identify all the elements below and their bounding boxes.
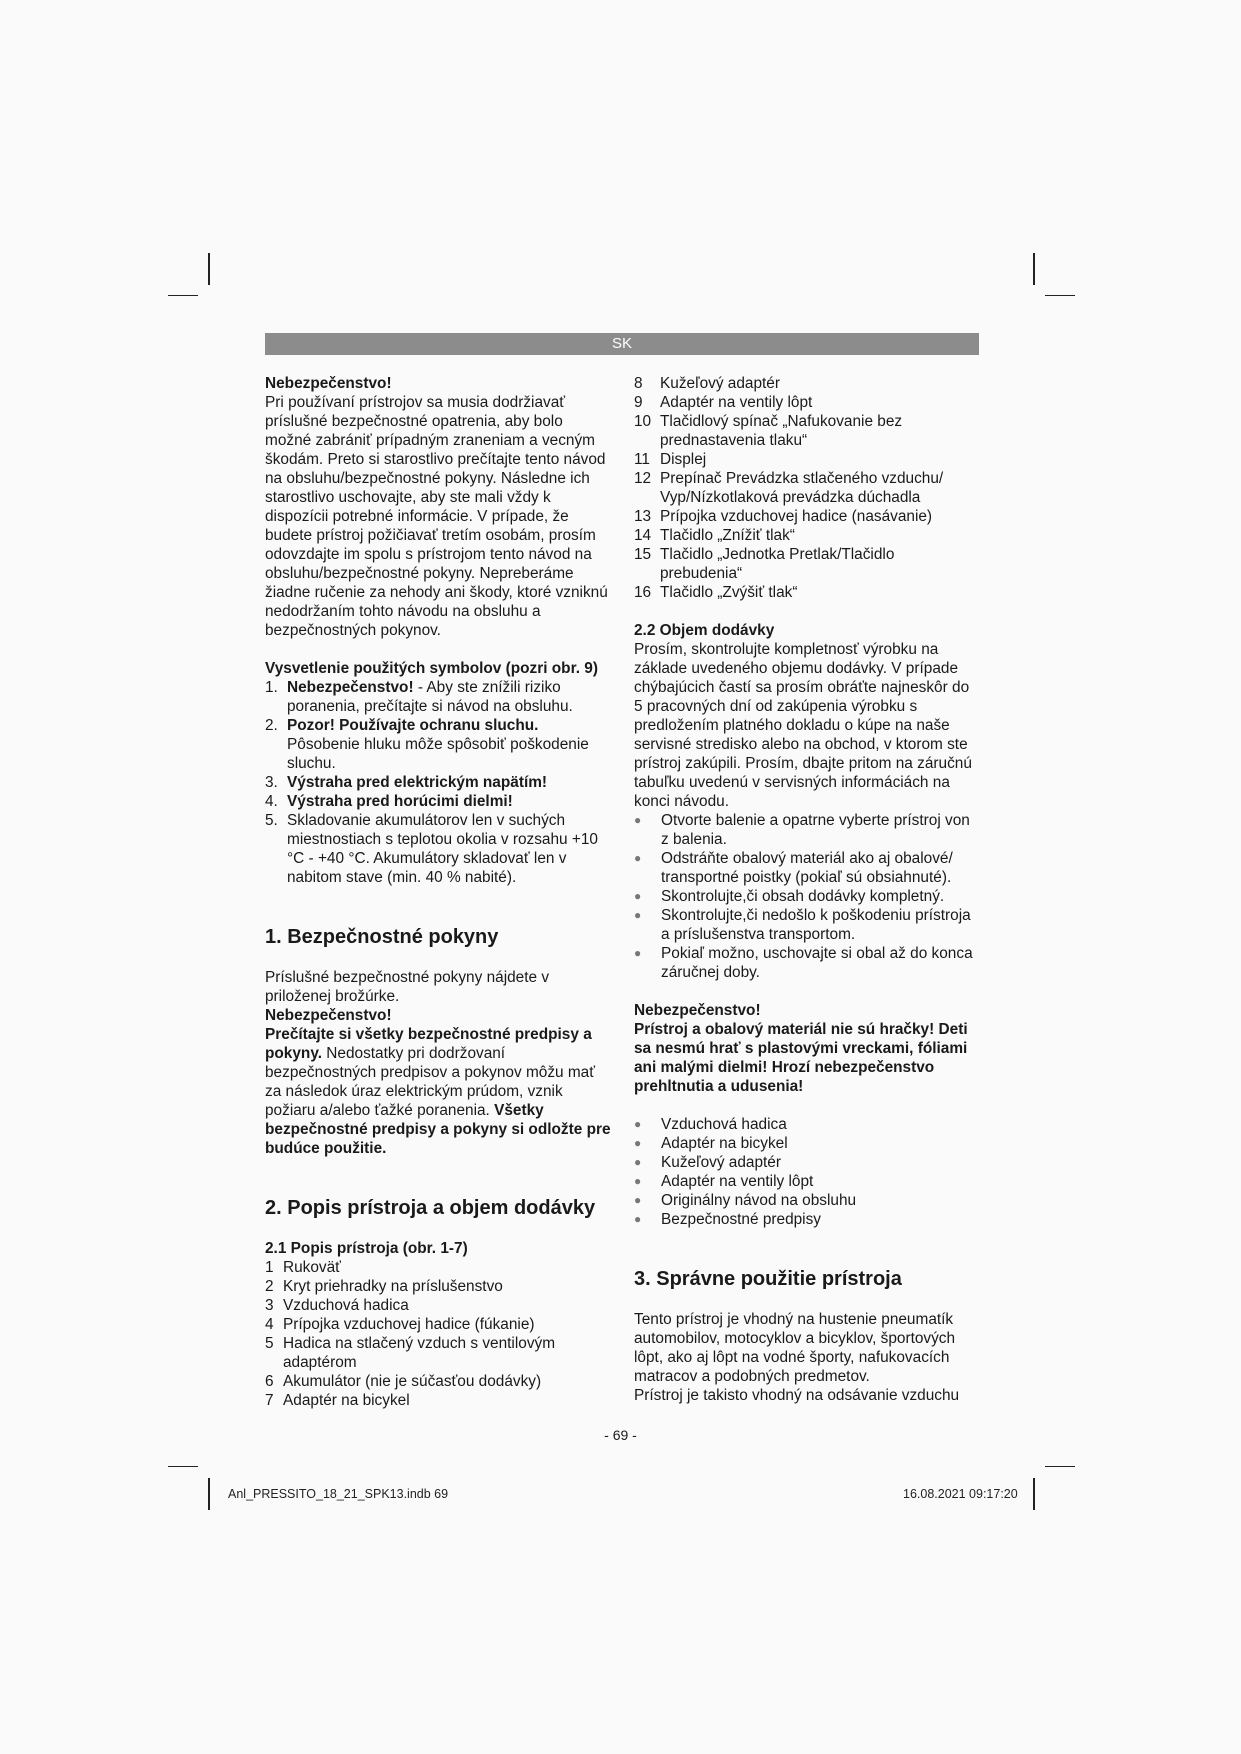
part-label: Tlačidlový spínač „Nafukovanie bez prednastavenia tlaku“ <box>660 413 903 449</box>
crop-mark <box>1045 295 1075 296</box>
symbol-text: Skladovanie akumulátorov len v suchých miestnostiach s teplotou okolia v rozsahu +10 °C - +40 °C. Akumulátory skladovať len v nabitom stave (min. 40 % nabité). <box>287 812 598 886</box>
check-bullet-list <box>634 811 979 982</box>
symbol-body <box>287 678 613 716</box>
part-item <box>634 507 979 526</box>
part-number: 6 <box>265 1373 274 1390</box>
part-number: 3 <box>265 1297 274 1314</box>
bullet-item <box>634 1115 979 1134</box>
symbol-text: - Aby ste znížili riziko poranenia, prečítajte si návod na obsluhu. <box>287 679 573 715</box>
symbol-bold: Výstraha pred elektrickým napätím! <box>287 774 548 791</box>
crop-mark <box>1033 253 1035 285</box>
symbols-title: Vysvetlenie použitých symbolov (pozri obr. 9) <box>265 660 598 677</box>
part-item <box>265 1334 613 1372</box>
symbol-text: Pôsobenie hluku môže spôsobiť poškodenie sluchu. <box>287 736 589 772</box>
symbol-number: 2. <box>265 717 278 734</box>
bullet-text: Vzduchová hadica <box>661 1116 787 1133</box>
parts-list-left <box>265 1258 613 1410</box>
symbol-number: 3. <box>265 774 278 791</box>
part-label: Prepínač Prevádzka stlačeného vzduchu/ Vyp/Nízkotlaková prevádzka dúchadla <box>660 470 944 506</box>
bullet-text: Odstráňte obalový materiál ako aj obalové/ transportné poistky (pokiaľ sú obsiahnuté). <box>661 850 953 886</box>
bullet-text: Skontrolujte,či obsah dodávky kompletný. <box>661 888 945 905</box>
part-item <box>634 526 979 545</box>
symbol-bold: Nebezpečenstvo! <box>287 679 414 696</box>
bullet-item <box>634 1172 979 1191</box>
symbol-number: 4. <box>265 793 278 810</box>
part-number: 2 <box>265 1278 274 1295</box>
danger-2-title: Nebezpečenstvo! <box>634 1002 761 1019</box>
bullet-text: Otvorte balenie a opatrne vyberte prístroj von z balenia. <box>661 812 970 848</box>
symbol-body <box>287 811 613 887</box>
bullet-dot-icon: ● <box>634 908 642 922</box>
symbol-body <box>287 773 547 792</box>
part-item <box>634 450 979 469</box>
bullet-dot-icon: ● <box>634 1212 642 1226</box>
bullet-dot-icon: ● <box>634 1136 642 1150</box>
part-number: 13 <box>634 508 652 525</box>
part-number: 11 <box>634 451 650 468</box>
part-label: Tlačidlo „Jednotka Pretlak/Tlačidlo prebudenia“ <box>660 546 895 582</box>
bullet-item <box>634 811 979 849</box>
part-label: Kryt priehradky na príslušenstvo <box>283 1278 503 1295</box>
language-band <box>265 333 979 355</box>
part-label: Prípojka vzduchovej hadice (fúkanie) <box>283 1316 535 1333</box>
symbol-item <box>265 792 613 811</box>
section-1-intro: Príslušné bezpečnostné pokyny nájdete v priloženej brožúrke. <box>265 969 550 1005</box>
section-1-bold-2: Všetky bezpečnostné predpisy a pokyny si odložte pre budúce použitie. <box>265 1102 611 1157</box>
symbol-number: 5. <box>265 812 278 829</box>
part-number: 12 <box>634 470 652 487</box>
bullet-dot-icon: ● <box>634 851 642 865</box>
bullet-dot-icon: ● <box>634 1193 642 1207</box>
part-item <box>265 1315 613 1334</box>
part-item <box>634 469 979 507</box>
bullet-dot-icon: ● <box>634 1117 642 1131</box>
crop-mark <box>1045 1466 1075 1467</box>
crop-mark <box>168 295 198 296</box>
part-item <box>265 1372 613 1391</box>
part-number: 14 <box>634 527 652 544</box>
section-2-1-title: 2.1 Popis prístroja (obr. 1-7) <box>265 1240 468 1257</box>
part-number: 15 <box>634 546 652 563</box>
bullet-dot-icon: ● <box>634 946 642 960</box>
part-label: Tlačidlo „Znížiť tlak“ <box>660 527 795 544</box>
footer-file-name: Anl_PRESSITO_18_21_SPK13.indb 69 <box>228 1487 449 1501</box>
part-number: 5 <box>265 1335 274 1352</box>
bullet-text: Kužeľový adaptér <box>661 1154 781 1171</box>
part-number: 9 <box>634 394 643 411</box>
part-item <box>265 1391 613 1410</box>
section-2-2-title: 2.2 Objem dodávky <box>634 622 775 639</box>
parts-list-right <box>634 374 979 602</box>
language-tag: SK <box>611 335 632 352</box>
bullet-text: Originálny návod na obsluhu <box>661 1192 857 1209</box>
symbol-item <box>265 678 613 716</box>
bullet-text: Adaptér na ventily lôpt <box>661 1173 814 1190</box>
section-3-title: 3. Správne použitie prístroja <box>634 1268 902 1290</box>
part-number: 16 <box>634 584 652 601</box>
part-number: 10 <box>634 413 652 430</box>
section-1-body: Nedostatky pri dodržovaní bezpečnostných predpisov a pokynov môžu mať za následok úraz elektrickým prúdom, vznik požiaru a/alebo ťažké poranenia. <box>265 1045 596 1119</box>
symbol-item <box>265 773 613 792</box>
danger-text: Pri používaní prístrojov sa musia dodržiavať príslušné bezpečnostné opatrenia, aby bolo možné zabrániť prípadným zraneniam a vecným škodám. Preto si starostlivo prečítajte tento návod na obsluhu/bezpečnostné pokyny. Následne ich starostlivo uschovajte, aby ste mali vždy k dispozícii potrebné informácie. V prípade, že budete prístroj požičiavať tretím osobám, prosím odovzdajte im spolu s prístrojom tento návod na obsluhu/bezpečnostné pokyny. Nepreberáme žiadne ručenie za nehody ani škody, ktoré vzniknú nedodržaním tohto návodu na obsluhu a bezpečnostných pokynov. <box>265 394 608 639</box>
section-1-bold-1: Prečítajte si všetky bezpečnostné predpisy a pokyny. <box>265 1026 592 1062</box>
bullet-text: Skontrolujte,či nedošlo k poškodeniu prístroja a príslušenstva transportom. <box>661 907 971 943</box>
left-column <box>265 374 613 1410</box>
bullet-item <box>634 1191 979 1210</box>
part-item <box>634 583 979 602</box>
part-item <box>634 393 979 412</box>
section-1-title: 1. Bezpečnostné pokyny <box>265 926 499 948</box>
section-3-text-2: Prístroj je takisto vhodný na odsávanie vzduchu <box>634 1387 960 1404</box>
part-item <box>265 1258 613 1277</box>
part-label: Adaptér na bicykel <box>283 1392 410 1409</box>
bullet-item <box>634 1210 979 1229</box>
symbol-body <box>287 792 513 811</box>
symbol-bold: Pozor! Používajte ochranu sluchu. <box>287 717 539 734</box>
part-label: Displej <box>660 451 707 468</box>
part-number: 7 <box>265 1392 274 1409</box>
bullet-item <box>634 1153 979 1172</box>
part-item <box>634 374 979 393</box>
part-label: Adaptér na ventily lôpt <box>660 394 813 411</box>
symbol-item <box>265 716 613 773</box>
contents-list <box>634 1115 979 1229</box>
symbol-bold: Výstraha pred horúcimi dielmi! <box>287 793 513 810</box>
bullet-item <box>634 887 979 906</box>
part-label: Vzduchová hadica <box>283 1297 409 1314</box>
part-label: Hadica na stlačený vzduch s ventilovým adaptérom <box>283 1335 556 1371</box>
part-label: Prípojka vzduchovej hadice (nasávanie) <box>660 508 933 525</box>
part-label: Akumulátor (nie je súčasťou dodávky) <box>283 1373 542 1390</box>
part-item <box>265 1296 613 1315</box>
right-column <box>634 374 979 1405</box>
bullet-item <box>634 849 979 887</box>
crop-mark <box>208 253 210 285</box>
section-1-text <box>265 1025 613 1158</box>
bullet-dot-icon: ● <box>634 889 642 903</box>
part-number: 4 <box>265 1316 274 1333</box>
section-3-text-1: Tento prístroj je vhodný na hustenie pneumatík automobilov, motocyklov a bicyklov, športových lôpt, ako aj lôpt na vodné športy, nafukovacích matracov a podobných predmetov. <box>634 1311 956 1385</box>
part-item <box>265 1277 613 1296</box>
section-1-danger: Nebezpečenstvo! <box>265 1007 392 1024</box>
part-item <box>634 545 979 583</box>
symbol-number: 1. <box>265 679 278 696</box>
danger-2-text: Prístroj a obalový materiál nie sú hračky! Deti sa nesmú hrať s plastovými vreckami, fóliami ani malými dielmi! Hrozí nebezpečenstvo prehltnutia a udusenia! <box>634 1021 968 1095</box>
bullet-text: Pokiaľ možno, uschovajte si obal až do konca záručnej doby. <box>661 945 973 981</box>
crop-mark <box>208 1478 210 1510</box>
section-2-2-text: Prosím, skontrolujte kompletnosť výrobku na základe uvedeného objemu dodávky. V prípade chýbajúcich častí sa prosím obráťte najneskôr do 5 pracovných dní od zakúpenia výrobku s predložením platného dokladu o kúpe na naše servisné stredisko alebo na obchod, v ktorom ste prístroj zakúpili. Prosím, dbajte pritom na záručnú tabuľku uvedenú v servisných informáciách na konci návodu. <box>634 641 972 810</box>
part-label: Tlačidlo „Zvýšiť tlak“ <box>660 584 798 601</box>
section-2-title: 2. Popis prístroja a objem dodávky <box>265 1197 596 1219</box>
crop-mark <box>168 1466 198 1467</box>
bullet-item <box>634 906 979 944</box>
danger-title: Nebezpečenstvo! <box>265 375 392 392</box>
part-number: 1 <box>265 1259 274 1276</box>
bullet-text: Bezpečnostné predpisy <box>661 1211 821 1228</box>
bullet-text: Adaptér na bicykel <box>661 1135 788 1152</box>
symbol-body <box>287 716 613 773</box>
bullet-item <box>634 1134 979 1153</box>
symbols-list <box>265 678 613 887</box>
part-label: Kužeľový adaptér <box>660 375 780 392</box>
symbol-item <box>265 811 613 887</box>
crop-mark <box>1033 1478 1035 1510</box>
footer-date-time: 16.08.2021 09:17:20 <box>903 1487 1018 1501</box>
bullet-dot-icon: ● <box>634 1155 642 1169</box>
bullet-dot-icon: ● <box>634 813 642 827</box>
bullet-dot-icon: ● <box>634 1174 642 1188</box>
part-number: 8 <box>634 375 643 392</box>
bullet-item <box>634 944 979 982</box>
page-number: - 69 - <box>604 1427 637 1443</box>
part-item <box>634 412 979 450</box>
part-label: Rukoväť <box>283 1259 341 1276</box>
